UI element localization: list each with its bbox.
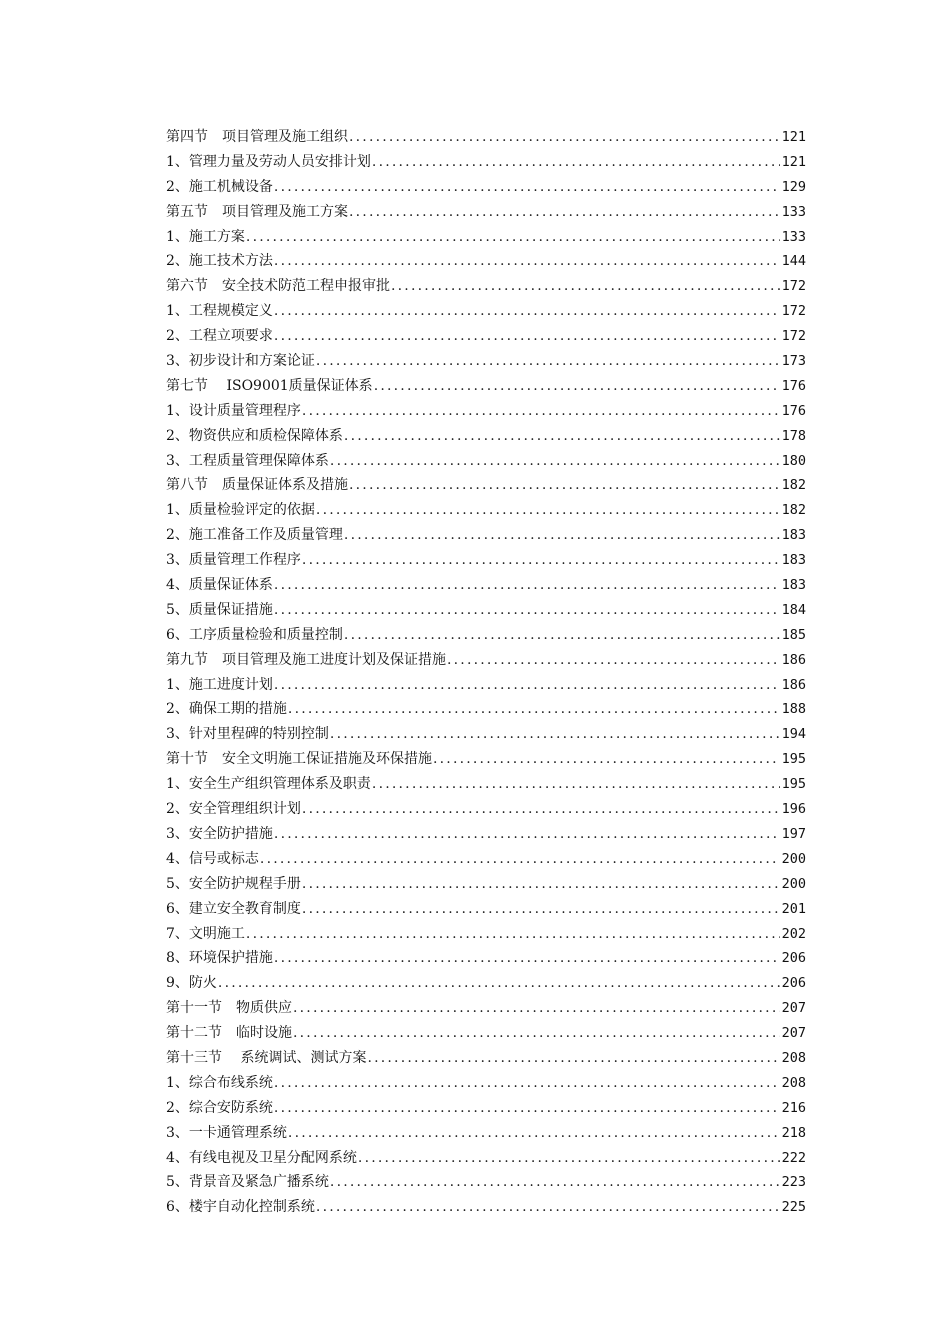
- toc-entry-page-number: 218: [781, 1124, 806, 1141]
- toc-entry-title: 2、综合安防系统: [166, 1099, 273, 1116]
- toc-entry-page-number: 222: [781, 1149, 806, 1166]
- toc-entry[interactable]: [166, 747, 806, 772]
- toc-entry-title: 3、一卡通管理系统: [166, 1124, 287, 1141]
- toc-entry[interactable]: [166, 673, 806, 698]
- toc-entry-title: 2、施工准备工作及质量管理: [166, 527, 343, 544]
- toc-dot-leader: [358, 1146, 780, 1171]
- toc-entry-title: 第四节 项目管理及施工组织: [166, 129, 348, 145]
- toc-entry[interactable]: [166, 175, 806, 200]
- toc-entry-title: 第八节 质量保证体系及措施: [166, 477, 348, 494]
- toc-dot-leader: [316, 1195, 780, 1220]
- toc-dot-leader: [372, 772, 780, 797]
- toc-dot-leader: [274, 1071, 780, 1096]
- toc-dot-leader: [246, 922, 780, 947]
- toc-entry-title: 第七节 ISO9001质量保证体系: [166, 377, 373, 394]
- toc-entry[interactable]: [166, 1170, 806, 1195]
- toc-entry[interactable]: [166, 548, 806, 573]
- toc-dot-leader: [274, 946, 780, 971]
- toc-dot-leader: [302, 797, 780, 822]
- toc-dot-leader: [288, 697, 780, 722]
- toc-entry[interactable]: [166, 1046, 806, 1071]
- toc-dot-leader: [349, 125, 780, 150]
- toc-entry-title: 第九节 项目管理及施工进度计划及保证措施: [166, 651, 446, 668]
- toc-dot-leader: [260, 847, 780, 872]
- toc-entry[interactable]: [166, 1071, 806, 1096]
- toc-entry-page-number: 195: [781, 776, 806, 793]
- toc-entry-title: 第十二节 临时设施: [166, 1025, 292, 1042]
- toc-entry-page-number: 176: [781, 402, 806, 419]
- toc-entry-title: 1、施工进度计划: [166, 676, 273, 693]
- toc-entry-title: 3、初步设计和方案论证: [166, 353, 315, 370]
- toc-dot-leader: [302, 897, 780, 922]
- toc-entry-title: 4、有线电视及卫星分配网系统: [166, 1149, 357, 1166]
- toc-entry[interactable]: [166, 473, 806, 498]
- toc-entry-page-number: 133: [781, 228, 806, 245]
- toc-entry[interactable]: [166, 449, 806, 474]
- toc-dot-leader: [274, 673, 780, 698]
- toc-entry[interactable]: [166, 697, 806, 722]
- toc-entry[interactable]: [166, 722, 806, 747]
- toc-entry-page-number: 197: [781, 825, 806, 842]
- toc-entry-page-number: 182: [781, 502, 806, 519]
- toc-entry-page-number: 201: [781, 900, 806, 917]
- toc-entry[interactable]: [166, 1146, 806, 1171]
- toc-entry-page-number: 196: [781, 801, 806, 818]
- toc-dot-leader: [274, 573, 780, 598]
- toc-entry-title: 2、确保工期的措施: [166, 701, 287, 718]
- toc-entry-title: 2、物资供应和质检保障体系: [166, 427, 343, 444]
- toc-entry-title: 1、设计质量管理程序: [166, 402, 301, 419]
- toc-entry[interactable]: [166, 498, 806, 523]
- toc-entry-title: 4、质量保证体系: [166, 577, 273, 594]
- toc-entry[interactable]: [166, 399, 806, 424]
- toc-entry-title: 3、质量管理工作程序: [166, 552, 301, 569]
- toc-dot-leader: [274, 299, 780, 324]
- toc-entry-title: 5、背景音及紧急广播系统: [166, 1174, 329, 1191]
- toc-entry-title: 1、综合布线系统: [166, 1074, 273, 1091]
- toc-dot-leader: [302, 548, 780, 573]
- toc-entry-page-number: 172: [781, 278, 806, 295]
- toc-dot-leader: [274, 1096, 780, 1121]
- toc-entry-title: 6、工序质量检验和质量控制: [166, 626, 343, 643]
- table-of-contents: [166, 125, 806, 1220]
- toc-entry[interactable]: [166, 772, 806, 797]
- toc-dot-leader: [293, 996, 780, 1021]
- toc-entry[interactable]: [166, 946, 806, 971]
- toc-entry-page-number: 194: [781, 726, 806, 743]
- toc-entry-page-number: 188: [781, 701, 806, 718]
- toc-entry-title: 8、环境保护措施: [166, 950, 273, 967]
- toc-entry[interactable]: [166, 797, 806, 822]
- toc-dot-leader: [367, 1046, 779, 1071]
- toc-entry[interactable]: [166, 249, 806, 274]
- toc-entry[interactable]: [166, 847, 806, 872]
- toc-entry[interactable]: [166, 374, 806, 399]
- toc-dot-leader: [447, 648, 780, 673]
- toc-entry-page-number: 182: [781, 477, 806, 494]
- toc-entry-page-number: 176: [781, 377, 806, 394]
- toc-entry[interactable]: [166, 1021, 806, 1046]
- toc-entry[interactable]: [166, 200, 806, 225]
- toc-entry-page-number: 200: [781, 850, 806, 867]
- toc-dot-leader: [302, 399, 780, 424]
- toc-dot-leader: [349, 473, 780, 498]
- toc-dot-leader: [349, 200, 780, 225]
- toc-entry-title: 第十节 安全文明施工保证措施及环保措施: [166, 751, 432, 768]
- toc-dot-leader: [302, 872, 780, 897]
- toc-entry-page-number: 186: [781, 676, 806, 693]
- toc-entry-page-number: 121: [781, 153, 806, 170]
- toc-entry-page-number: 178: [781, 427, 806, 444]
- toc-entry-page-number: 173: [781, 353, 806, 370]
- toc-dot-leader: [330, 1170, 780, 1195]
- toc-entry[interactable]: [166, 922, 806, 947]
- toc-entry-page-number: 208: [781, 1049, 806, 1066]
- toc-entry-page-number: 180: [781, 452, 806, 469]
- toc-entry-page-number: 206: [781, 975, 806, 992]
- toc-dot-leader: [344, 623, 780, 648]
- toc-entry-title: 6、建立安全教育制度: [166, 900, 301, 917]
- toc-entry[interactable]: [166, 897, 806, 922]
- toc-dot-leader: [274, 175, 780, 200]
- toc-entry-title: 第十一节 物质供应: [166, 1000, 292, 1017]
- toc-entry[interactable]: [166, 1195, 806, 1220]
- toc-entry[interactable]: [166, 648, 806, 673]
- toc-entry[interactable]: [166, 150, 806, 175]
- toc-entry[interactable]: [166, 1121, 806, 1146]
- toc-entry-page-number: 184: [781, 601, 806, 618]
- toc-dot-leader: [274, 249, 780, 274]
- toc-entry-title: 2、施工技术方法: [166, 253, 273, 270]
- toc-entry-page-number: 144: [781, 253, 806, 270]
- toc-dot-leader: [274, 324, 780, 349]
- toc-entry-page-number: 200: [781, 875, 806, 892]
- toc-entry-title: 第六节 安全技术防范工程申报审批: [166, 278, 390, 295]
- toc-entry-page-number: 133: [781, 203, 806, 220]
- toc-entry[interactable]: [166, 523, 806, 548]
- toc-dot-leader: [433, 747, 780, 772]
- toc-entry-title: 1、安全生产组织管理体系及职责: [166, 776, 371, 793]
- toc-entry-title: 6、楼宇自动化控制系统: [166, 1199, 315, 1216]
- toc-dot-leader: [293, 1021, 780, 1046]
- toc-entry-page-number: 185: [781, 626, 806, 643]
- toc-entry[interactable]: [166, 1096, 806, 1121]
- toc-entry[interactable]: [166, 573, 806, 598]
- toc-entry-page-number: 183: [781, 577, 806, 594]
- toc-entry-page-number: 202: [781, 925, 806, 942]
- toc-entry-page-number: 208: [781, 1074, 806, 1091]
- toc-dot-leader: [330, 449, 780, 474]
- toc-entry[interactable]: [166, 349, 806, 374]
- toc-dot-leader: [391, 274, 780, 299]
- toc-entry-title: 3、安全防护措施: [166, 825, 273, 842]
- toc-entry-title: 4、信号或标志: [166, 850, 259, 867]
- toc-dot-leader: [288, 1121, 780, 1146]
- toc-entry-title: 9、防火: [166, 975, 217, 992]
- toc-entry-title: 1、管理力量及劳动人员安排计划: [166, 153, 371, 170]
- toc-entry[interactable]: [166, 996, 806, 1021]
- toc-entry-page-number: 121: [781, 129, 806, 145]
- toc-entry[interactable]: [166, 324, 806, 349]
- toc-entry[interactable]: [166, 971, 806, 996]
- toc-dot-leader: [372, 150, 780, 175]
- toc-entry-page-number: 223: [781, 1174, 806, 1191]
- toc-entry-title: 1、施工方案: [166, 228, 245, 245]
- toc-entry-title: 2、安全管理组织计划: [166, 801, 301, 818]
- toc-entry[interactable]: [166, 598, 806, 623]
- toc-entry-title: 1、质量检验评定的依据: [166, 502, 315, 519]
- toc-entry-page-number: 129: [781, 178, 806, 195]
- toc-entry-title: 1、工程规模定义: [166, 303, 273, 320]
- toc-entry-page-number: 183: [781, 552, 806, 569]
- toc-entry-title: 第五节 项目管理及施工方案: [166, 203, 348, 220]
- toc-entry[interactable]: [166, 299, 806, 324]
- toc-dot-leader: [344, 523, 780, 548]
- toc-entry-page-number: 172: [781, 303, 806, 320]
- toc-entry-page-number: 207: [781, 1000, 806, 1017]
- toc-dot-leader: [330, 722, 780, 747]
- toc-entry-title: 5、质量保证措施: [166, 601, 273, 618]
- toc-entry-page-number: 225: [781, 1199, 806, 1216]
- toc-dot-leader: [246, 225, 780, 250]
- toc-entry-page-number: 172: [781, 328, 806, 345]
- toc-dot-leader: [344, 424, 780, 449]
- toc-dot-leader: [274, 598, 780, 623]
- toc-entry-page-number: 186: [781, 651, 806, 668]
- toc-entry[interactable]: [166, 274, 806, 299]
- toc-entry-page-number: 216: [781, 1099, 806, 1116]
- toc-entry-title: 5、安全防护规程手册: [166, 875, 301, 892]
- toc-entry-title: 3、工程质量管理保障体系: [166, 452, 329, 469]
- toc-entry-title: 2、施工机械设备: [166, 178, 273, 195]
- toc-entry-title: 3、针对里程碑的特别控制: [166, 726, 329, 743]
- toc-entry-page-number: 183: [781, 527, 806, 544]
- toc-entry-page-number: 206: [781, 950, 806, 967]
- toc-dot-leader: [374, 374, 780, 399]
- toc-entry-title: 第十三节 系统调试、测试方案: [166, 1049, 367, 1066]
- toc-entry-page-number: 207: [781, 1025, 806, 1042]
- toc-entry-title: 7、文明施工: [166, 925, 245, 942]
- toc-dot-leader: [218, 971, 780, 996]
- toc-entry[interactable]: [166, 125, 806, 150]
- toc-entry[interactable]: [166, 822, 806, 847]
- toc-entry[interactable]: [166, 623, 806, 648]
- toc-dot-leader: [274, 822, 780, 847]
- toc-entry-title: 2、工程立项要求: [166, 328, 273, 345]
- toc-entry[interactable]: [166, 225, 806, 250]
- toc-dot-leader: [316, 349, 780, 374]
- toc-entry[interactable]: [166, 424, 806, 449]
- toc-entry-page-number: 195: [781, 751, 806, 768]
- toc-entry[interactable]: [166, 872, 806, 897]
- toc-dot-leader: [316, 498, 780, 523]
